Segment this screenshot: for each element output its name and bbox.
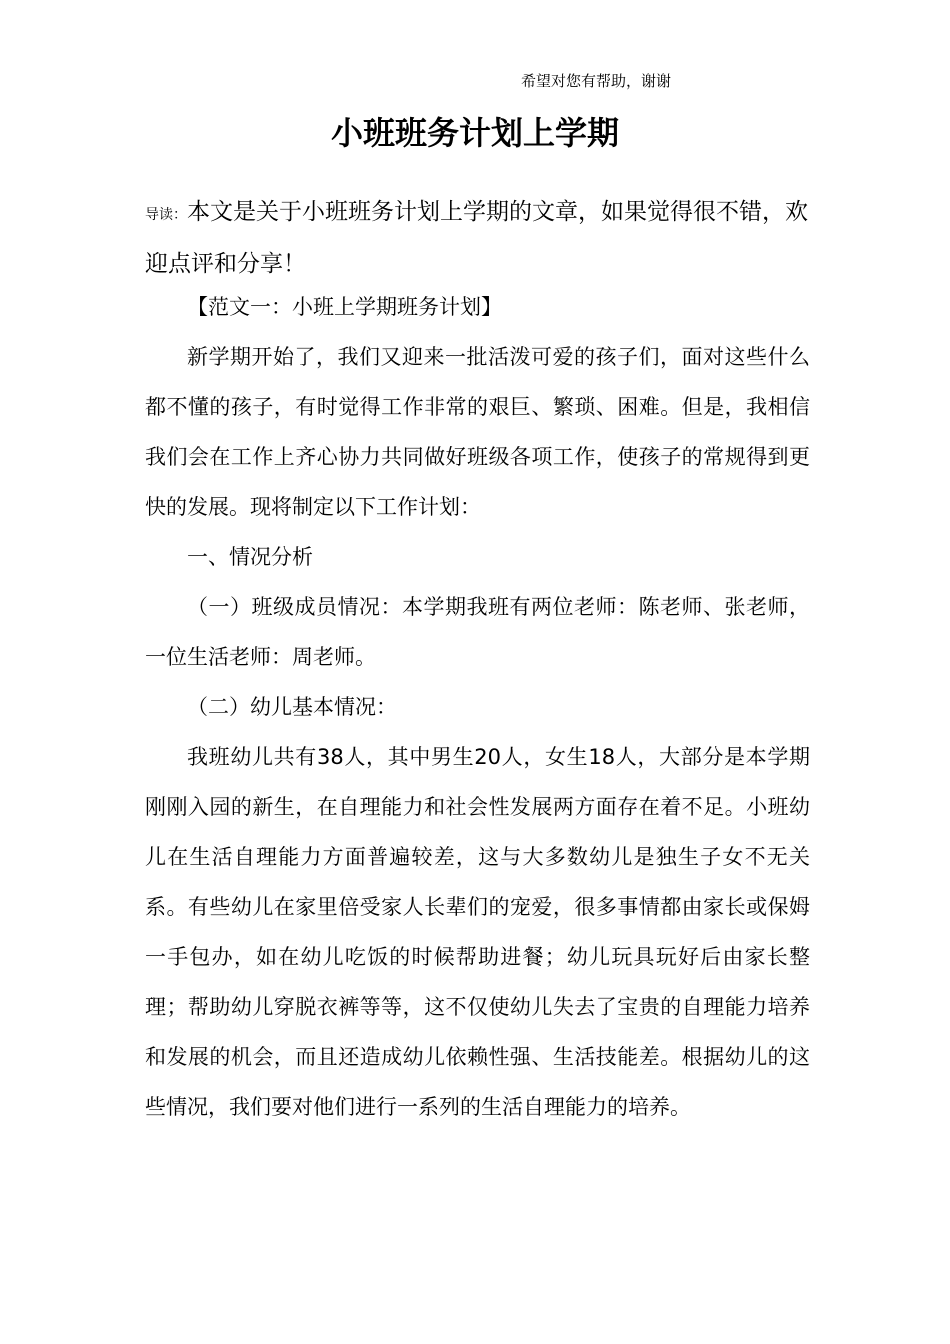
intro-label: 导读：: [145, 207, 187, 223]
body-paragraph: （一）班级成员情况：本学期我班有两位老师：陈老师、张老师，一位生活老师：周老师。: [145, 595, 810, 669]
body-paragraph: 我班幼儿共有38人，其中男生20人，女生18人，大部分是本学期刚刚入园的新生，在自理能力和社会性发展两方面存在着不足。小班幼儿在生活自理能力方面普遍较差，这与大多数幼儿是独生子女不无关系。有些幼儿在家里倍受家人长辈们的宠爱，很多事情都由家长或保姆一手包办，如在幼儿吃饭的时候帮助进餐；幼儿玩具玩好后由家长整理；帮助幼儿穿脱衣裤等等，这不仅使幼儿失去了宝贵的自理能力培养和发展的机会，而且还造成幼儿依赖性强、生活技能差。根据幼儿的这些情况，我们要对他们进行一系列的生活自理能力的培养。: [145, 745, 810, 1119]
intro-text: 本文是关于小班班务计划上学期的文章，如果觉得很不错，欢迎点评和分享！: [145, 199, 808, 277]
intro-paragraph: [145, 188, 810, 289]
body-paragraph: 新学期开始了，我们又迎来一批活泼可爱的孩子们，面对这些什么都不懂的孩子，有时觉得工作非常的艰巨、繁琐、困难。但是，我相信我们会在工作上齐心协力共同做好班级各项工作，使孩子的常规得到更快的发展。现将制定以下工作计划：: [145, 345, 810, 519]
document-body: [145, 282, 810, 1132]
section-heading-situation-analysis: 一、情况分析: [187, 545, 313, 569]
subsection-heading-children: （二）幼儿基本情况：: [187, 695, 397, 719]
document-title: 小班班务计划上学期: [330, 114, 619, 152]
header-note: 希望对您有帮助，谢谢: [521, 72, 672, 90]
section-heading-sample-one: 【范文一：小班上学期班务计划】: [187, 295, 502, 319]
